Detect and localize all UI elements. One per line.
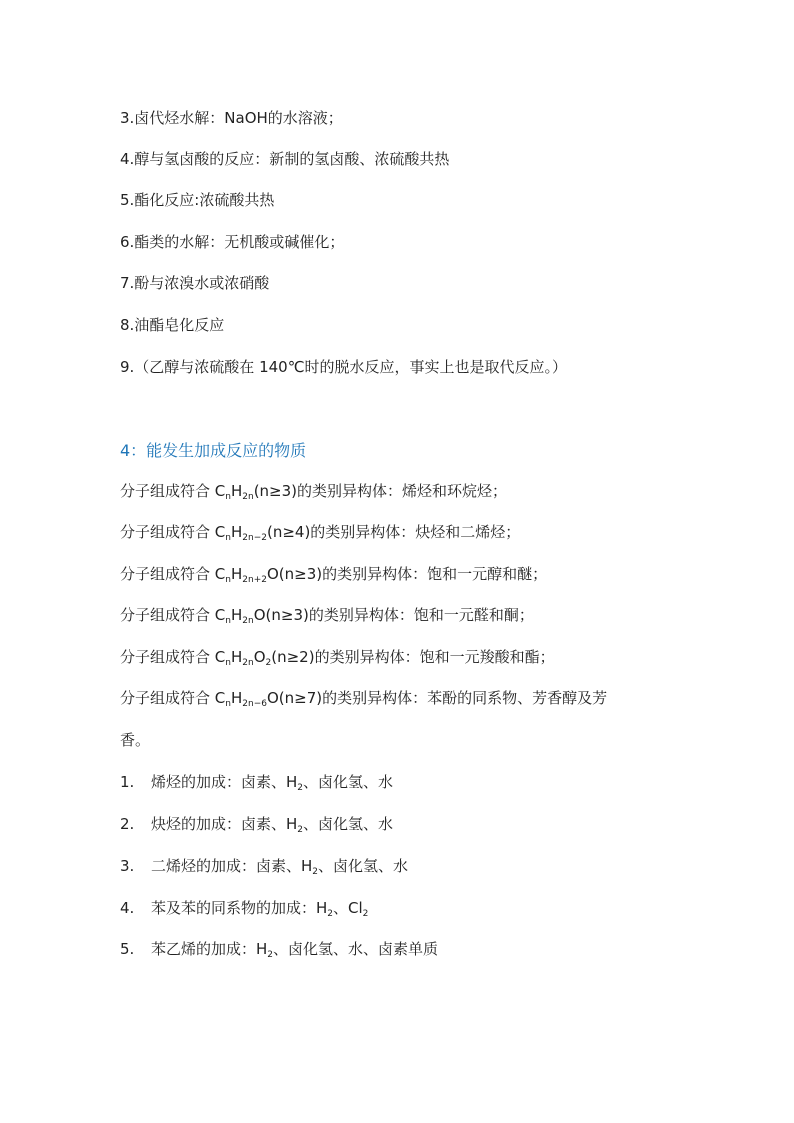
- reaction-item: 2. 炔烃的加成：卤素、$H_2$、卤化氢、水: [120, 815, 394, 835]
- reaction-item: 3. 二烯烃的加成：卤素、$H_2$、卤化氢、水: [120, 857, 409, 877]
- isomer-line: 分子组成符合 $C_nH_{2n+2}O(n\ge 3)$的类别异构体：饱和一元醇和醚；: [120, 565, 548, 585]
- substitution-item-6: 6.酯类的水解：无机酸或碱催化；: [120, 233, 345, 251]
- isomer-continuation: 香。: [120, 731, 151, 749]
- substitution-item-5: 5.酯化反应:浓硫酸共热: [120, 191, 275, 209]
- isomer-line: 分子组成符合 $C_nH_{2n-6}O(n\ge 7)$的类别异构体：苯酚的同系物、芳香醇及芳: [120, 689, 608, 709]
- isomer-line: 分子组成符合 $C_nH_{2n}O(n\ge 3)$的类别异构体：饱和一元醛和酮；: [120, 606, 534, 626]
- isomer-line: 分子组成符合 $C_nH_{2n-2}(n\ge 4)$的类别异构体：炔烃和二烯烃；: [120, 523, 521, 543]
- substitution-item-3: 3.卤代烃水解：NaOH的水溶液；: [120, 109, 343, 127]
- substitution-item-4: 4.醇与氢卤酸的反应：新制的氢卤酸、浓硫酸共热: [120, 150, 450, 168]
- substitution-item-9: 9.（乙醇与浓硫酸在 140℃时的脱水反应，事实上也是取代反应。）: [120, 358, 568, 376]
- section-heading: 4：能发生加成反应的物质: [120, 441, 307, 460]
- isomer-line: 分子组成符合 $C_nH_{2n}O_2(n\ge 2)$的类别异构体：饱和一元羧酸和酯；: [120, 648, 555, 668]
- reaction-item: 4. 苯及苯的同系物的加成：$H_2$、$Cl_2$: [120, 899, 369, 919]
- reaction-item: 1. 烯烃的加成：卤素、$H_2$、卤化氢、水: [120, 773, 394, 793]
- substitution-item-8: 8.油酯皂化反应: [120, 316, 225, 334]
- substitution-item-7: 7.酚与浓溴水或浓硝酸: [120, 274, 270, 292]
- reaction-item: 5. 苯乙烯的加成：$H_2$、卤化氢、水、卤素单质: [120, 940, 439, 960]
- isomer-line: 分子组成符合 $C_nH_{2n}(n\ge 3)$的类别异构体：烯烃和环烷烃；: [120, 482, 508, 502]
